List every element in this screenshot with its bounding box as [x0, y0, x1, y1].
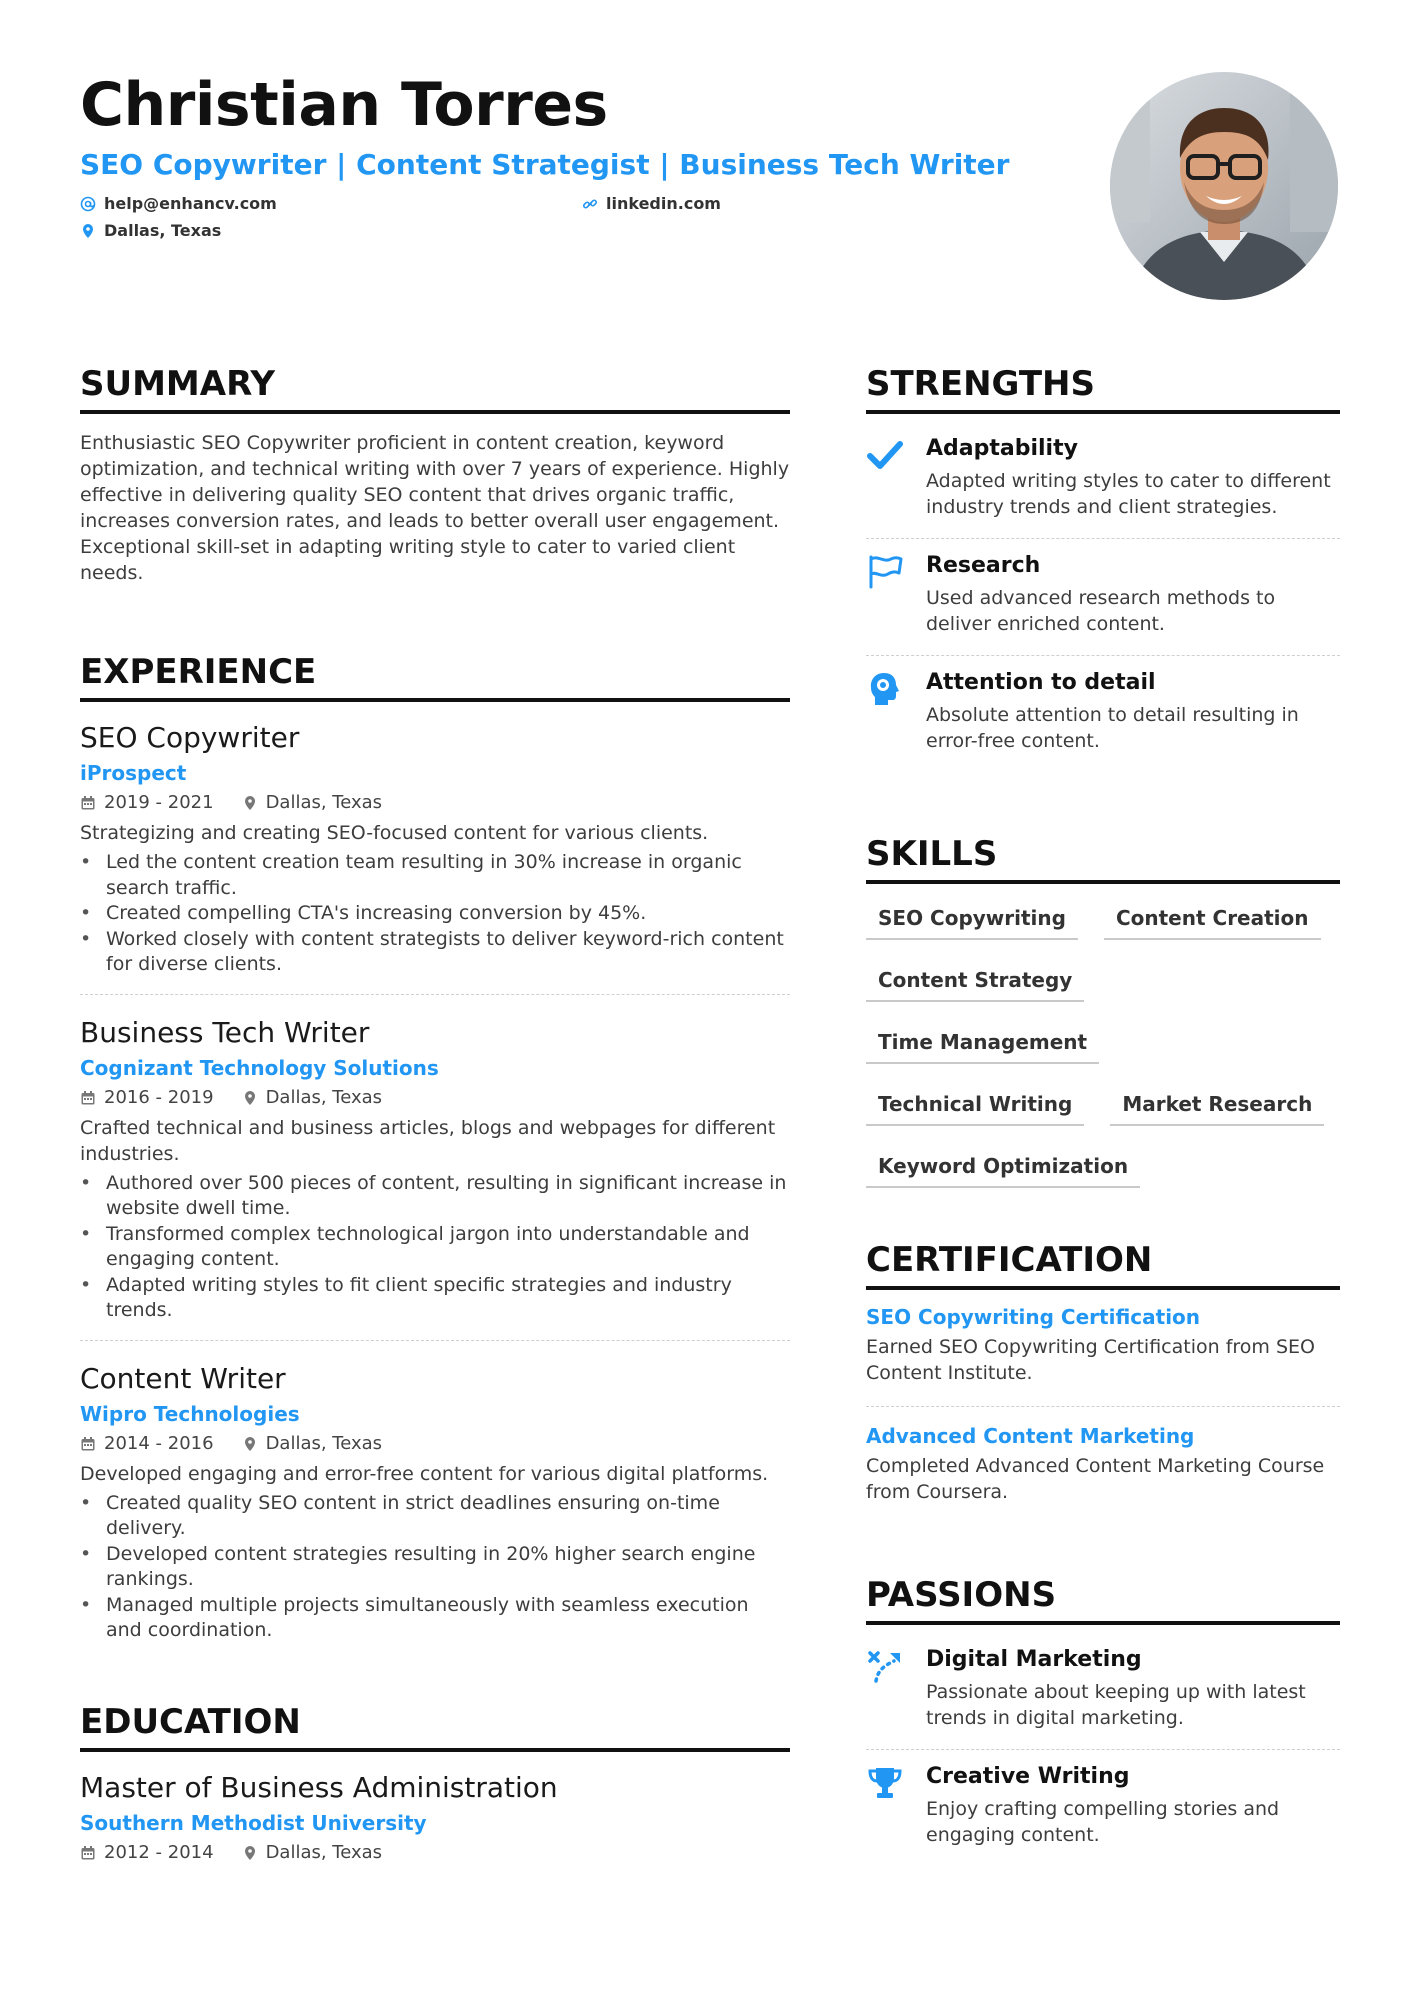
experience-dates: 2019 - 2021	[104, 792, 214, 813]
profile-photo	[1110, 72, 1338, 300]
strength-title: Attention to detail	[926, 670, 1156, 695]
candidate-name: Christian Torres	[80, 70, 608, 140]
right-column	[866, 362, 1340, 1866]
bullet-item: • Worked closely with content strategists to deliver keyword-rich content for diverse clients.	[80, 927, 790, 978]
education-degree: Master of Business Administration	[80, 1770, 558, 1804]
certification-section	[866, 1238, 1340, 1525]
bullet-item: • Created compelling CTA's increasing conversion by 45%.	[80, 901, 790, 927]
location-pin-icon	[80, 223, 96, 239]
strength-item	[866, 656, 1340, 772]
at-icon	[80, 196, 96, 212]
passions-section	[866, 1573, 1340, 1866]
head-brain-icon	[866, 668, 908, 754]
avatar-illustration	[1110, 72, 1338, 300]
skill-tag: SEO Copywriting	[866, 898, 1078, 940]
strategy-icon	[866, 1645, 908, 1731]
experience-section	[80, 650, 790, 1660]
experience-description: Strategizing and creating SEO-focused content for various clients.	[80, 822, 709, 844]
education-title: EDUCATION	[80, 1700, 790, 1752]
experience-meta	[80, 1083, 790, 1113]
experience-location: Dallas, Texas	[265, 792, 383, 813]
experience-role: Business Tech Writer	[80, 1015, 370, 1049]
passion-title: Digital Marketing	[926, 1647, 1142, 1672]
experience-company[interactable]: Wipro Technologies	[80, 1401, 300, 1426]
certification-list	[866, 1302, 1340, 1525]
contact-email[interactable]	[80, 194, 582, 213]
summary-section	[80, 362, 790, 586]
skills-title: SKILLS	[866, 832, 1340, 884]
certification-text: Earned SEO Copywriting Certification from SEO Content Institute.	[866, 1336, 1315, 1384]
experience-bullets	[80, 850, 790, 978]
strength-item	[866, 422, 1340, 539]
experience-location: Dallas, Texas	[265, 1086, 383, 1108]
bullet-item: • Developed content strategies resulting in 20% higher search engine rankings.	[80, 1542, 790, 1593]
calendar-icon	[80, 1436, 96, 1452]
left-column	[80, 362, 790, 1868]
flag-icon	[866, 551, 908, 637]
strength-text: Adapted writing styles to cater to different industry trends and client strategies.	[926, 470, 1331, 518]
experience-bullets	[80, 1491, 790, 1644]
experience-entry	[80, 720, 790, 995]
calendar-icon	[80, 795, 96, 811]
strength-item	[866, 539, 1340, 656]
experience-meta	[80, 1429, 790, 1459]
education-location: Dallas, Texas	[265, 1841, 383, 1863]
experience-meta	[80, 788, 790, 818]
location-text: Dallas, Texas	[104, 221, 222, 240]
experience-title: EXPERIENCE	[80, 650, 790, 702]
skill-tag: Keyword Optimization	[866, 1146, 1140, 1188]
strength-text: Absolute attention to detail resulting in error-free content.	[926, 704, 1299, 752]
resume-header	[80, 68, 1120, 240]
certification-title-text[interactable]: SEO Copywriting Certification	[866, 1305, 1201, 1329]
experience-dates: 2014 - 2016	[104, 1432, 214, 1454]
experience-entry	[80, 1361, 790, 1660]
skill-tag: Market Research	[1110, 1084, 1324, 1126]
certification-item	[866, 1302, 1340, 1407]
bullet-item: • Led the content creation team resulting in 30% increase in organic search traffic.	[80, 850, 790, 901]
strengths-list	[866, 422, 1340, 772]
contact-row-2	[80, 221, 1120, 240]
skills-section	[866, 832, 1340, 1188]
contact-linkedin[interactable]	[582, 194, 1084, 213]
passion-item	[866, 1750, 1340, 1866]
passions-title: PASSIONS	[866, 1573, 1340, 1625]
education-meta	[80, 1838, 790, 1868]
linkedin-text: linkedin.com	[606, 194, 721, 213]
contact-row-1	[80, 194, 1120, 213]
experience-dates: 2016 - 2019	[104, 1086, 214, 1108]
certification-text: Completed Advanced Content Marketing Course from Coursera.	[866, 1455, 1325, 1503]
certification-title: CERTIFICATION	[866, 1238, 1340, 1290]
summary-title: SUMMARY	[80, 362, 790, 414]
education-school[interactable]: Southern Methodist University	[80, 1810, 427, 1835]
passion-item	[866, 1633, 1340, 1750]
skill-tag: Content Strategy	[866, 960, 1084, 1002]
strength-text: Used advanced research methods to deliver enriched content.	[926, 587, 1276, 635]
passions-list	[866, 1633, 1340, 1866]
bullet-item: • Managed multiple projects simultaneously with seamless execution and coordination.	[80, 1593, 790, 1644]
experience-location: Dallas, Texas	[265, 1432, 383, 1454]
experience-role: Content Writer	[80, 1361, 286, 1395]
location-pin-icon	[242, 1090, 258, 1106]
bullet-item: • Transformed complex technological jargon into understandable and engaging content.	[80, 1222, 790, 1273]
bullet-item: • Adapted writing styles to fit client specific strategies and industry trends.	[80, 1273, 790, 1324]
checkmark-icon	[866, 434, 908, 520]
strengths-title: STRENGTHS	[866, 362, 1340, 414]
experience-list	[80, 720, 790, 1660]
skill-tag: Technical Writing	[866, 1084, 1084, 1126]
experience-role: SEO Copywriter	[80, 721, 300, 754]
experience-description: Developed engaging and error-free content for various digital platforms.	[80, 1462, 769, 1485]
passion-title: Creative Writing	[926, 1764, 1130, 1789]
location-pin-icon	[242, 1436, 258, 1452]
certification-title-text[interactable]: Advanced Content Marketing	[866, 1424, 1195, 1448]
trophy-icon	[866, 1762, 908, 1848]
experience-company[interactable]: Cognizant Technology Solutions	[80, 1055, 439, 1080]
skill-tag: Time Management	[866, 1022, 1099, 1064]
strength-title: Adaptability	[926, 436, 1078, 461]
education-dates: 2012 - 2014	[104, 1841, 214, 1863]
location-pin-icon	[242, 1845, 258, 1861]
strengths-section	[866, 362, 1340, 772]
bullet-item: • Created quality SEO content in strict deadlines ensuring on-time delivery.	[80, 1491, 790, 1542]
experience-description: Crafted technical and business articles, blogs and webpages for different industries.	[80, 1116, 776, 1165]
experience-bullets	[80, 1171, 790, 1324]
calendar-icon	[80, 1845, 96, 1861]
calendar-icon	[80, 1090, 96, 1106]
experience-company[interactable]: iProspect	[80, 761, 187, 785]
certification-item	[866, 1421, 1340, 1525]
location-pin-icon	[242, 795, 258, 811]
strength-title: Research	[926, 553, 1041, 578]
experience-entry	[80, 1015, 790, 1341]
passion-text: Passionate about keeping up with latest trends in digital marketing.	[926, 1681, 1306, 1729]
bullet-item: • Authored over 500 pieces of content, resulting in significant increase in website dwell time.	[80, 1171, 790, 1222]
link-icon	[582, 196, 598, 212]
summary-text: Enthusiastic SEO Copywriter proficient in content creation, keyword optimization, and technical writing with over 7 years of experience. Highly effective in delivering quality SEO content that drives organic traffic, increases conversion rates, and leads to better overall user engagement. Exceptional skill-set in adapting writing style to cater to varied client needs.	[80, 432, 790, 584]
email-text: help@enhancv.com	[104, 194, 277, 213]
contact-location	[80, 221, 582, 240]
skills-list	[866, 898, 1340, 1188]
skill-tag: Content Creation	[1104, 898, 1321, 940]
candidate-headline: SEO Copywriter | Content Strategist | Business Tech Writer	[80, 148, 1010, 181]
passion-text: Enjoy crafting compelling stories and engaging content.	[926, 1798, 1280, 1846]
education-section	[80, 1700, 790, 1868]
